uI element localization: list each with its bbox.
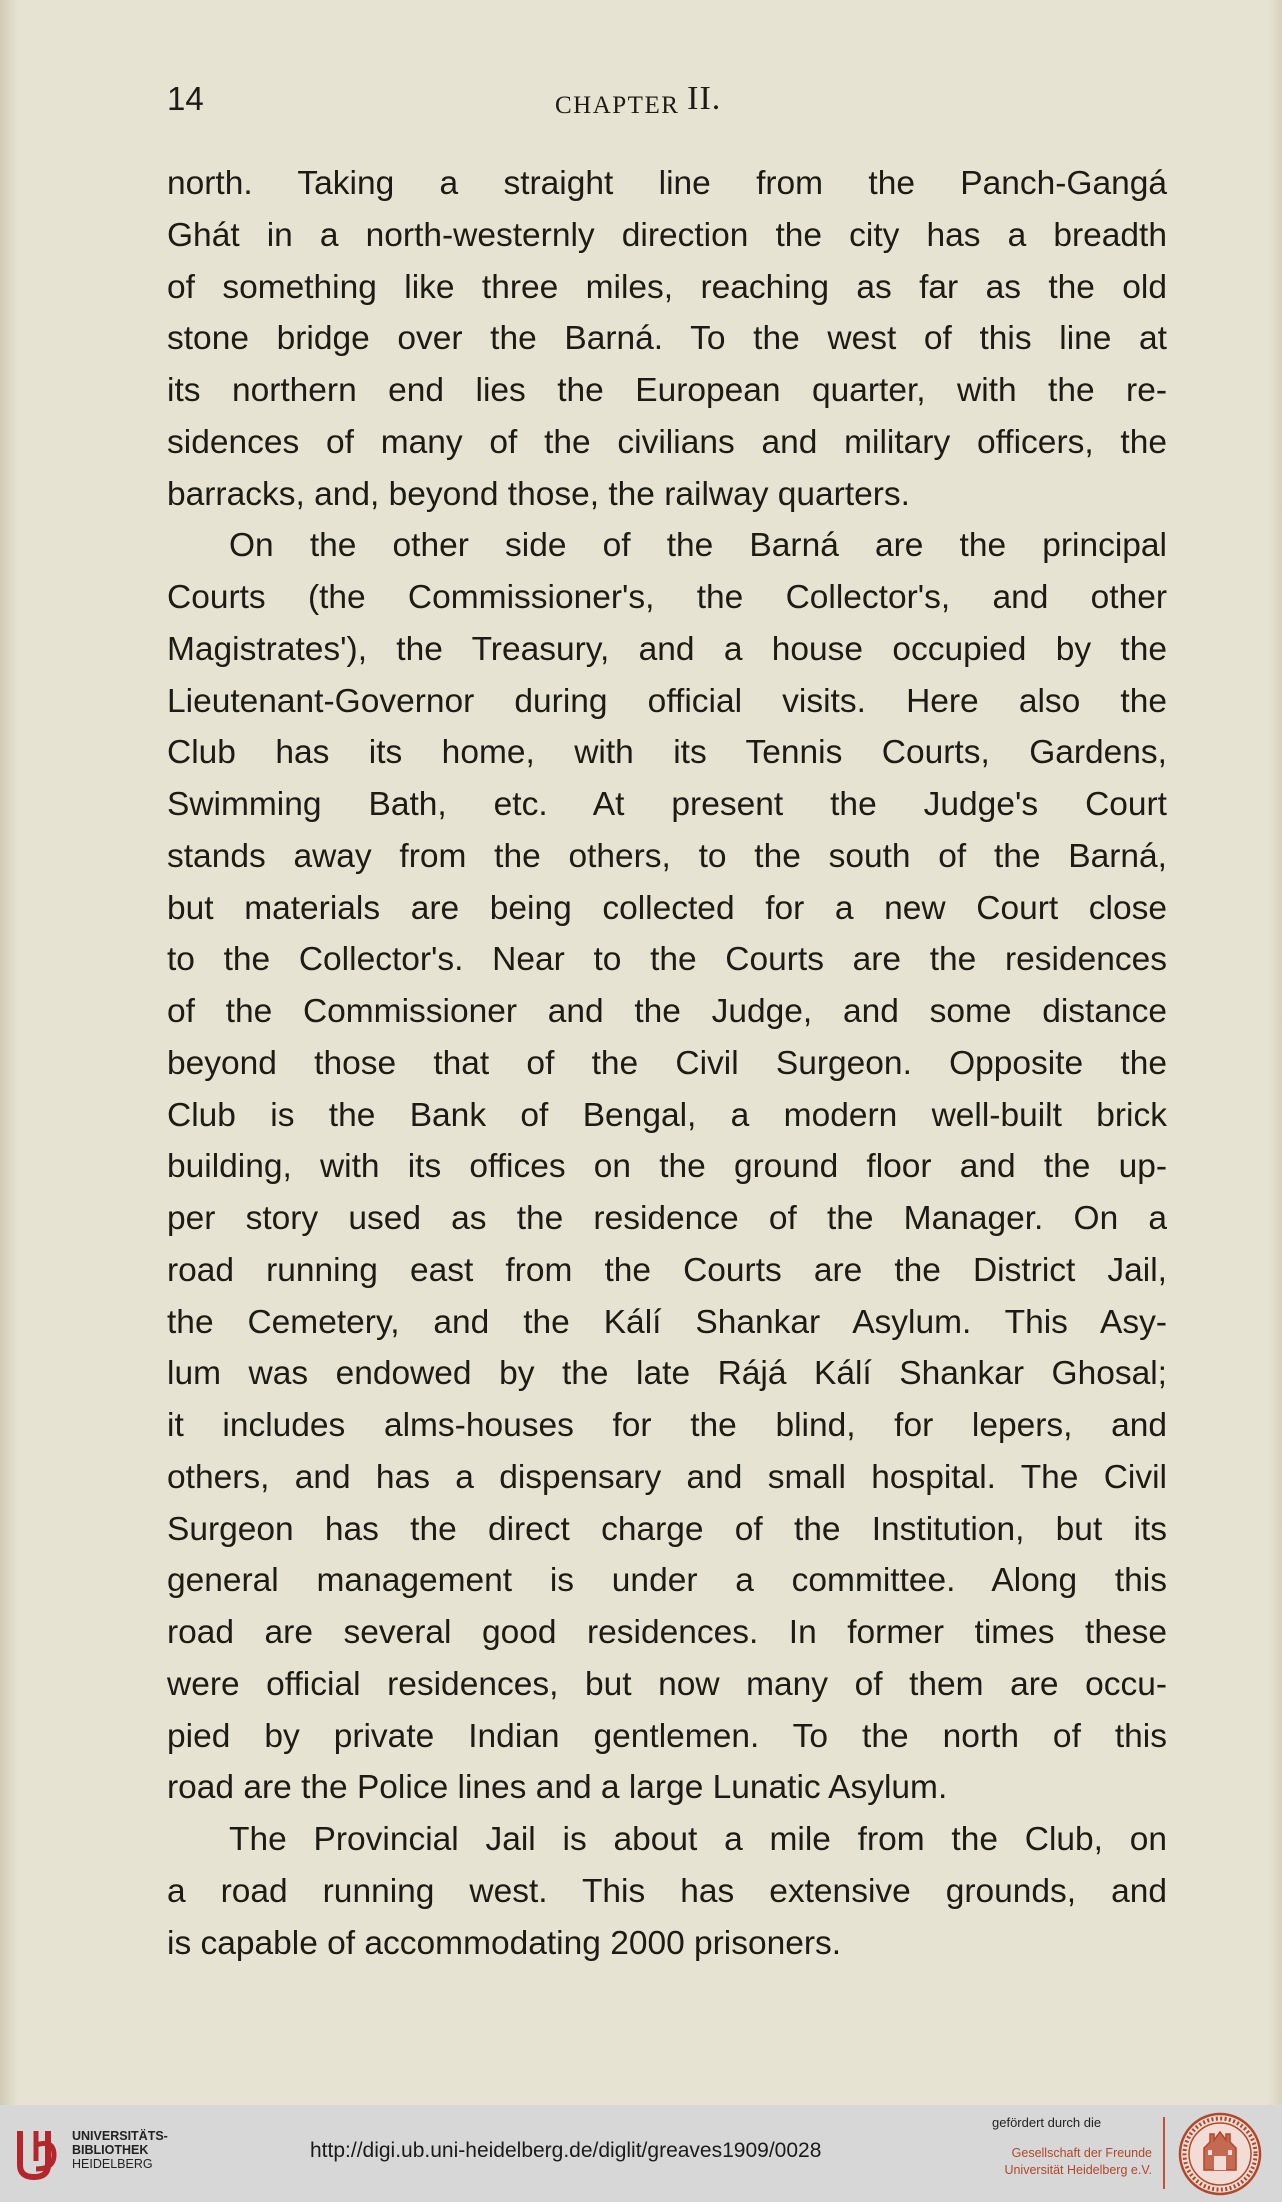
text-line: Club has its home, with its Tennis Courts, Gardens, [167, 734, 1167, 772]
running-head [555, 80, 722, 122]
library-name [72, 2129, 168, 2171]
page-number: 14 [167, 80, 204, 117]
text-line: Ghát in a north-westernly direction the city has a breadth [167, 216, 1167, 254]
sponsor-name-line: Gesellschaft der Freunde [1011, 2146, 1152, 2160]
text-line: pied by private Indian gentlemen. To the north of this [167, 1717, 1167, 1755]
text-line: The Provincial Jail is about a mile from the Club, on [229, 1821, 1167, 1858]
text-line: is capable of accommodating 2000 prisoners. [167, 1924, 842, 1962]
text-line: of the Commissioner and the Judge, and some distance [167, 993, 1167, 1030]
text-line: road are several good residences. In former times these [167, 1614, 1167, 1651]
text-line: sidences of many of the civilians and military officers, the [167, 423, 1167, 461]
library-name-line: UNIVERSITÄTS- [72, 2129, 168, 2143]
university-seal-icon [1178, 2112, 1262, 2196]
page-header [167, 80, 1167, 130]
text-line: others, and has a dispensary and small hospital. The Civil [167, 1458, 1167, 1496]
sponsor-name-line: Universität Heidelberg e.V. [1004, 2163, 1152, 2177]
text-line: Club is the Bank of Bengal, a modern well-built brick [167, 1096, 1167, 1134]
library-name-line: BIBLIOTHEK [72, 2143, 149, 2157]
text-line: Lieutenant-Governor during official visits. Here also the [167, 682, 1167, 720]
text-line: On the other side of the Barná are the principal [229, 527, 1167, 565]
text-line: beyond those that of the Civil Surgeon. Opposite the [167, 1044, 1167, 1082]
text-line: per story used as the residence of the Manager. On a [167, 1200, 1167, 1237]
text-line: to the Collector's. Near to the Courts are the residences [167, 941, 1167, 979]
sponsor-divider [1163, 2117, 1165, 2189]
body-text [167, 158, 1167, 1969]
library-name-line: HEIDELBERG [72, 2157, 153, 2171]
sponsor-name [992, 2145, 1152, 2179]
text-line: Surgeon has the direct charge of the Institution, but its [167, 1510, 1167, 1548]
text-line: Magistrates'), the Treasury, and a house occupied by the [167, 630, 1167, 668]
text-line: road are the Police lines and a large Lunatic Asylum. [167, 1769, 948, 1807]
text-line: general management is under a committee. Along this [167, 1562, 1167, 1600]
text-line: but materials are being collected for a new Court close [167, 889, 1167, 927]
text-line: lum was endowed by the late Rájá Kálí Shankar Ghosal; [167, 1355, 1167, 1393]
text-line: Swimming Bath, etc. At present the Judge's Court [167, 786, 1167, 823]
digitization-footer [0, 2105, 1282, 2202]
text-line: its northern end lies the European quarter, with the re- [167, 372, 1167, 409]
text-line: Courts (the Commissioner's, the Collector's, and other [167, 579, 1167, 616]
text-line: building, with its offices on the ground floor and the up- [167, 1148, 1167, 1186]
text-line: road running east from the Courts are the District Jail, [167, 1251, 1167, 1289]
text-line: a road running west. This has extensive grounds, and [167, 1872, 1167, 1910]
text-line: of something like three miles, reaching as far as the old [167, 268, 1167, 306]
text-line: stands away from the others, to the south of the Barná, [167, 837, 1167, 875]
running-head-label: CHAPTER [555, 92, 680, 119]
text-line: were official residences, but now many of them are occu- [167, 1665, 1167, 1703]
text-line: barracks, and, beyond those, the railway quarters. [167, 475, 910, 513]
running-head-numeral: II. [687, 80, 722, 117]
text-line: it includes alms-houses for the blind, for lepers, and [167, 1407, 1167, 1444]
library-logo-icon [14, 2125, 60, 2183]
text-line: north. Taking a straight line from the Panch-Gangá [167, 165, 1167, 202]
text-line: stone bridge over the Barná. To the west of this line at [167, 320, 1167, 358]
source-url-link[interactable]: http://digi.ub.uni-heidelberg.de/diglit/greaves1909/0028 [310, 2139, 822, 2162]
text-line: the Cemetery, and the Kálí Shankar Asylum. This Asy- [167, 1303, 1167, 1341]
sponsor-caption: gefördert durch die [992, 2115, 1102, 2130]
